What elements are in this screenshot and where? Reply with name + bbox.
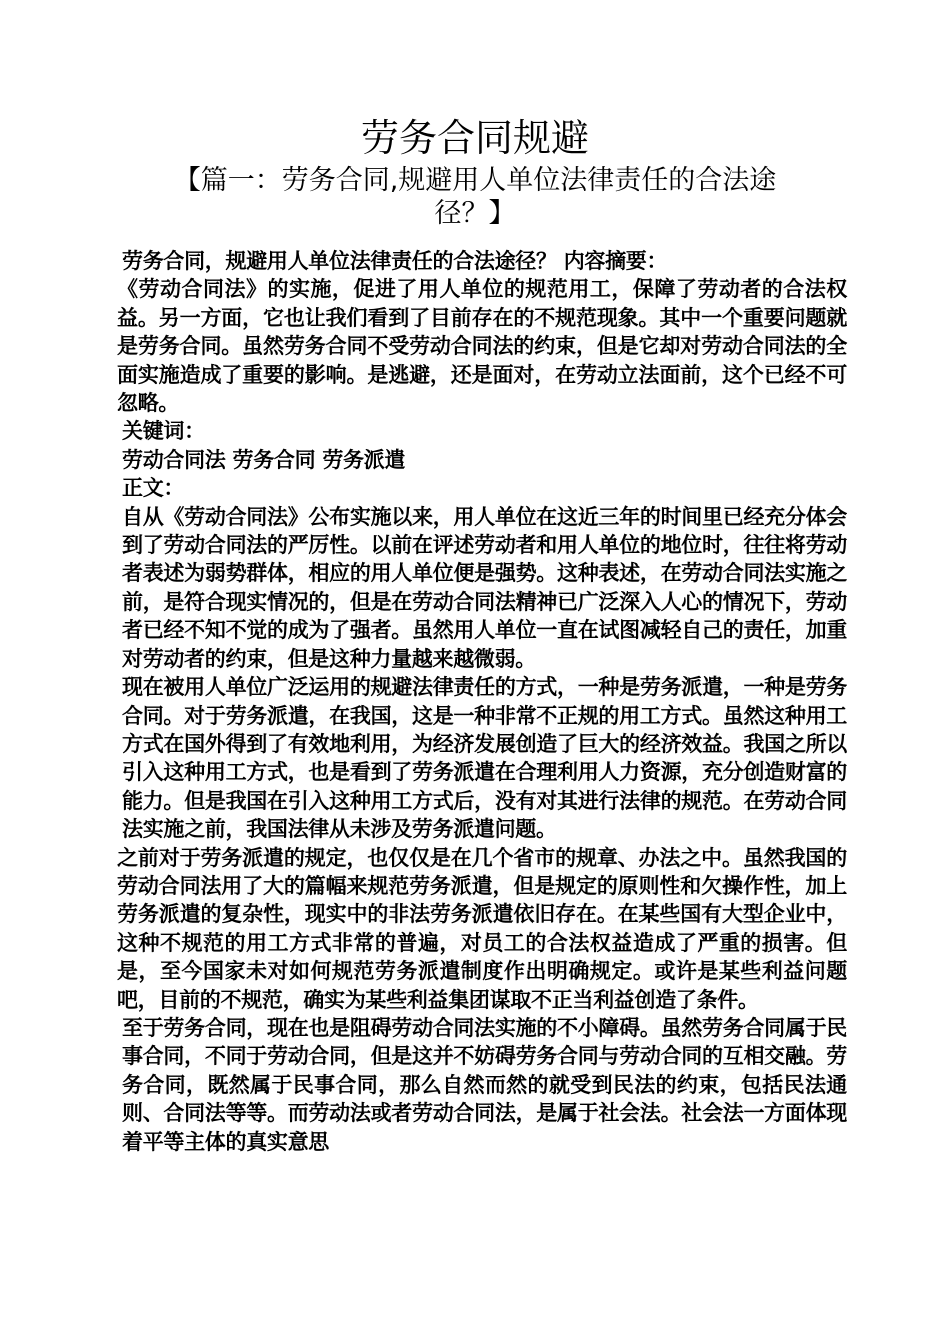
paragraph-body-heading: 正文： (122, 476, 185, 501)
paragraph-keywords: 劳动合同法 劳务合同 劳务派遣 (122, 447, 406, 472)
paragraph-body-1: 自从《劳动合同法》公布实施以来，用人单位在这近三年的时间里已经充分体会到了劳动合同法的严厉性。以前在评述劳动者和用人单位的地位时，往往将劳动者表述为弱势群体，相应的用人单位便是强势。这种表述，在劳动合同法实施之前，是符合现实情况的，但是在劳动合同法精神已广泛深入人心的情况下，劳动者已经不知不觉的成为了强者。虽然用人单位一直在试图减轻自己的责任，加重对劳动者的约束，但是这种力量越来越微弱。 (122, 504, 847, 671)
paragraph-body-3: 之前对于劳务派遣的规定，也仅仅是在几个省市的规章、办法之中。虽然我国的劳动合同法用了大的篇幅来规范劳务派遣，但是规定的原则性和欠操作性，加上劳务派遣的复杂性，现实中的非法劳务派遣依旧存在。在某些国有大型企业中，这种不规范的用工方式非常的普遍，对员工的合法权益造成了严重的损害。但是，至今国家未对如何规范劳务派遣制度作出明确规定。或许是某些利益问题吧，目前的不规范，确实为某些利益集团谋取不正当利益创造了条件。 (117, 845, 847, 1012)
document-subtitle: 【篇一：劳务合同,规避用人单位法律责任的合法途径？】 (173, 165, 777, 229)
document-title: 劳务合同规避 (360, 116, 589, 160)
paragraph-abstract: 《劳动合同法》的实施，促进了用人单位的规范用工，保障了劳动者的合法权益。另一方面，它也让我们看到了目前存在的不规范现象。其中一个重要问题就是劳务合同。虽然劳务合同不受劳动合同法的约束，但是它却对劳动合同法的全面实施造成了重要的影响。是逃避，还是面对，在劳动立法面前，这个已经不可忽略。 (117, 277, 847, 416)
paragraph-body-4: 至于劳务合同，现在也是阻碍劳动合同法实施的不小障碍。虽然劳务合同属于民事合同，不同于劳动合同，但是这并不妨碍劳务合同与劳动合同的互相交融。劳务合同，既然属于民事合同，那么自然而然的就受到民法的约束，包括民法通则、合同法等等。而劳动法或者劳动合同法，是属于社会法。社会法一方面体现着平等主体的真实意思 (122, 1015, 847, 1154)
document-body (117, 247, 847, 1156)
paragraph-abstract-heading: 劳务合同，规避用人单位法律责任的合法途径？ 内容摘要： (122, 249, 668, 273)
paragraph-keywords-heading: 关键词： (122, 419, 205, 444)
paragraph-body-2: 现在被用人单位广泛运用的规避法律责任的方式，一种是劳务派遣，一种是劳务合同。对于劳务派遣，在我国，这是一种非常不正规的用工方式。虽然这种用工方式在国外得到了有效地利用，为经济发展创造了巨大的经济效益。我国之所以引入这种用工方式，也是看到了劳务派遣在合理利用人力资源，充分创造财富的能力。但是我国在引入这种用工方式后，没有对其进行法律的规范。在劳动合同法实施之前，我国法律从未涉及劳务派遣问题。 (122, 675, 847, 842)
